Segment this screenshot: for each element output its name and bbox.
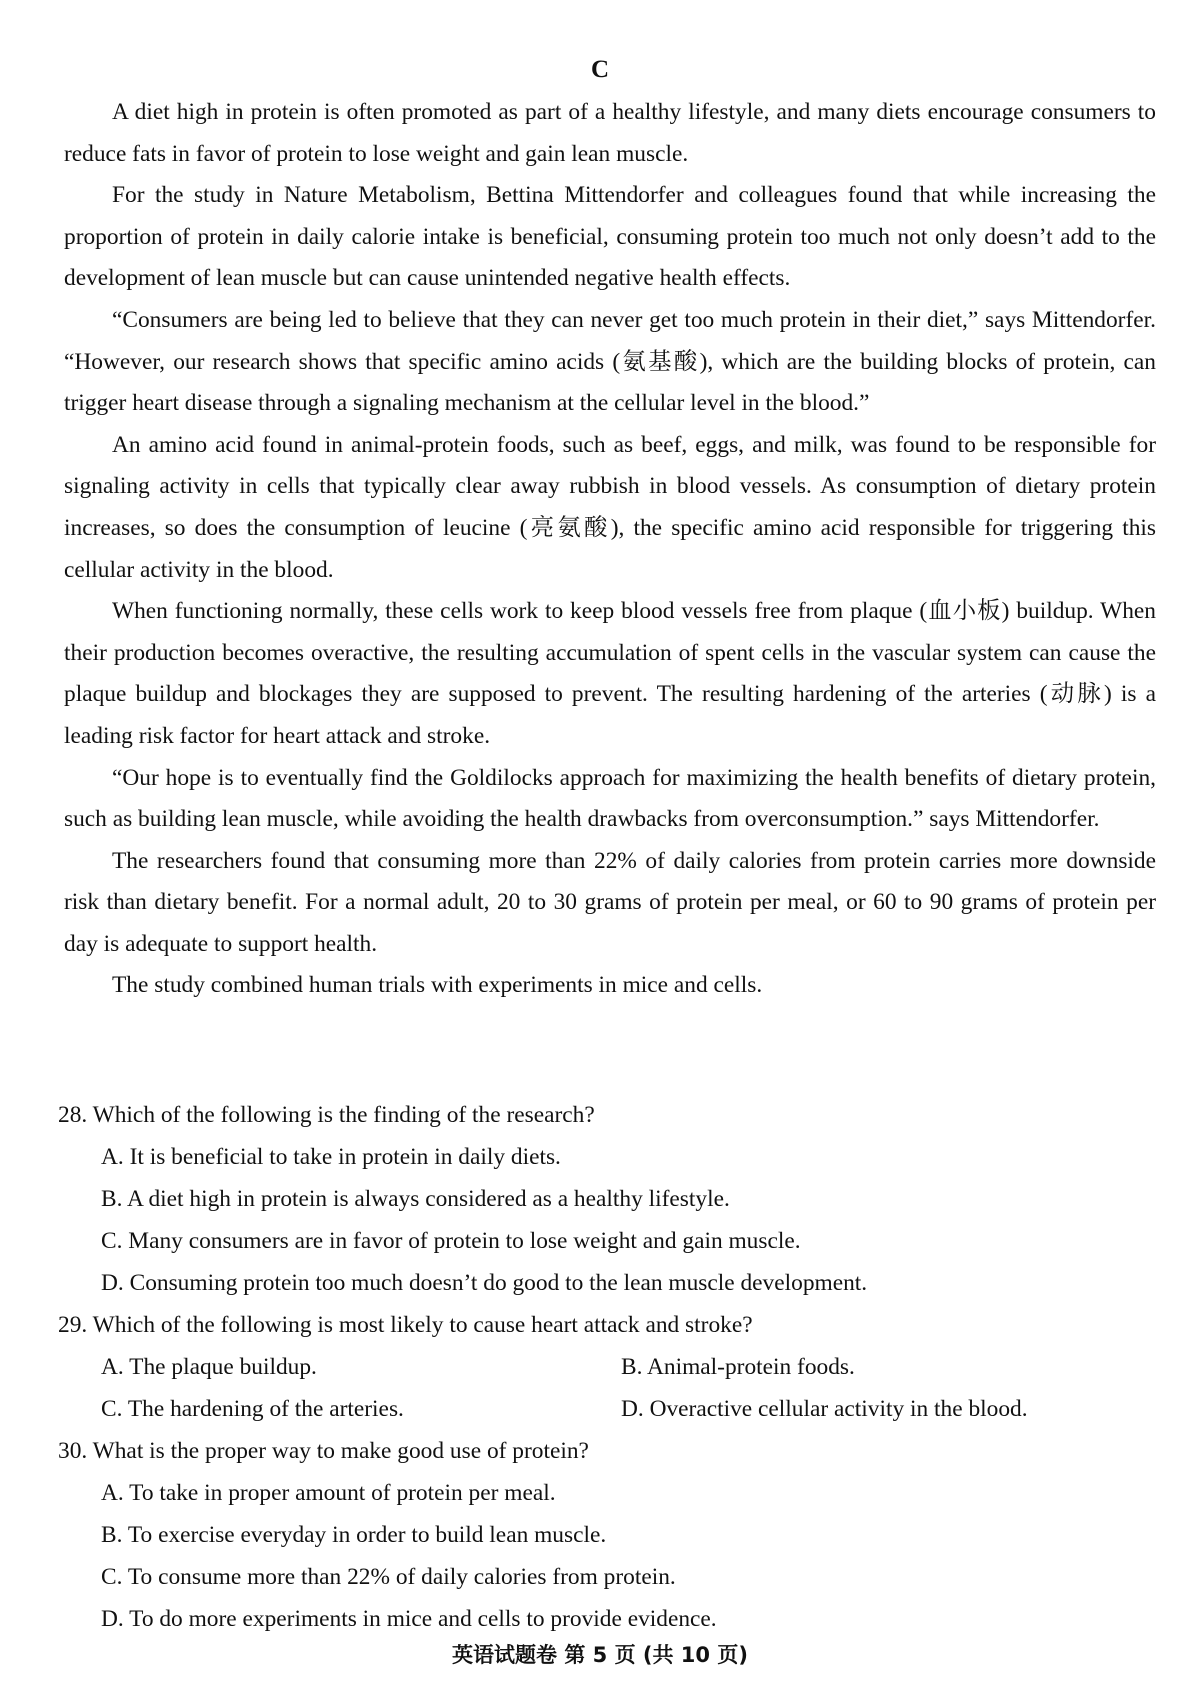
question-stem: 29. Which of the following is most likely to cause heart attack and stroke? [58,1312,753,1338]
option-d: D. Overactive cellular activity in the blood. [621,1396,1028,1422]
option-c: C. The hardening of the arteries. [101,1396,404,1422]
passage-paragraph-4: An amino acid found in animal-protein foods, such as beef, eggs, and milk, was found to be responsible for signaling activity in cells that typically clear away rubbish in blood vessels. As consumption of dietary protein increases, so does the consumption of leucine (亮氨酸), the specific amino acid responsible for triggering this cellular activity in the blood. [64,431,1156,583]
option-b: B. A diet high in protein is always considered as a healthy lifestyle. [101,1186,730,1212]
option-row [101,1388,1158,1430]
option-b: B. To exercise everyday in order to build lean muscle. [101,1522,607,1548]
option-row [101,1346,1158,1388]
option-d: D. To do more experiments in mice and cells to provide evidence. [101,1606,717,1632]
passage-paragraph-2: For the study in Nature Metabolism, Bettina Mittendorfer and colleagues found that while increasing the proportion of protein in daily calorie intake is beneficial, consuming protein too much not only doesn’t add to the development of lean muscle but can cause unintended negative health effects. [64,182,1156,292]
question-29 [58,1304,1158,1430]
reading-passage [64,92,1156,1007]
option-a: A. The plaque buildup. [101,1354,317,1380]
passage-paragraph-6: “Our hope is to eventually find the Goldilocks approach for maximizing the health benefits of dietary protein, such as building lean muscle, while avoiding the health drawbacks from overconsumption.” says Mittendorfer. [64,764,1156,833]
option-d: D. Consuming protein too much doesn’t do good to the lean muscle development. [101,1270,868,1296]
option-a: A. To take in proper amount of protein per meal. [101,1480,556,1506]
passage-paragraph-8: The study combined human trials with experiments in mice and cells. [112,972,763,999]
passage-paragraph-7: The researchers found that consuming more than 22% of daily calories from protein carries more downside risk than dietary benefit. For a normal adult, 20 to 30 grams of protein per meal, or 60 to 90 grams of protein per day is adequate to support health. [64,847,1156,957]
page-footer: 英语试题卷 第 5 页 (共 10 页) [452,1643,748,1667]
passage-paragraph-3: “Consumers are being led to believe that they can never get too much protein in their diet,” says Mittendorfer. “However, our research shows that specific amino acids (氨基酸), which are the building blocks of protein, can trigger heart disease through a signaling mechanism at the cellular level in the blood.” [64,306,1156,417]
question-stem: 28. Which of the following is the finding of the research? [58,1102,595,1128]
question-stem: 30. What is the proper way to make good use of protein? [58,1438,589,1464]
question-28 [58,1094,1158,1304]
question-30 [58,1430,1158,1640]
option-c: C. To consume more than 22% of daily calories from protein. [101,1564,676,1590]
question-list [58,1094,1158,1640]
passage-paragraph-5: When functioning normally, these cells work to keep blood vessels free from plaque (血小板) buildup. When their production becomes overactive, the resulting accumulation of spent cells in the vascular system can cause the plaque buildup and blockages they are supposed to prevent. The resulting hardening of the arteries (动脉) is a leading risk factor for heart attack and stroke. [64,598,1156,749]
section-letter: C [590,56,610,83]
option-b: B. Animal-protein foods. [621,1354,855,1380]
option-c: C. Many consumers are in favor of protein to lose weight and gain muscle. [101,1228,801,1254]
option-a: A. It is beneficial to take in protein in daily diets. [101,1144,561,1170]
passage-paragraph-1: A diet high in protein is often promoted as part of a healthy lifestyle, and many diets encourage consumers to reduce fats in favor of protein to lose weight and gain lean muscle. [64,99,1156,167]
